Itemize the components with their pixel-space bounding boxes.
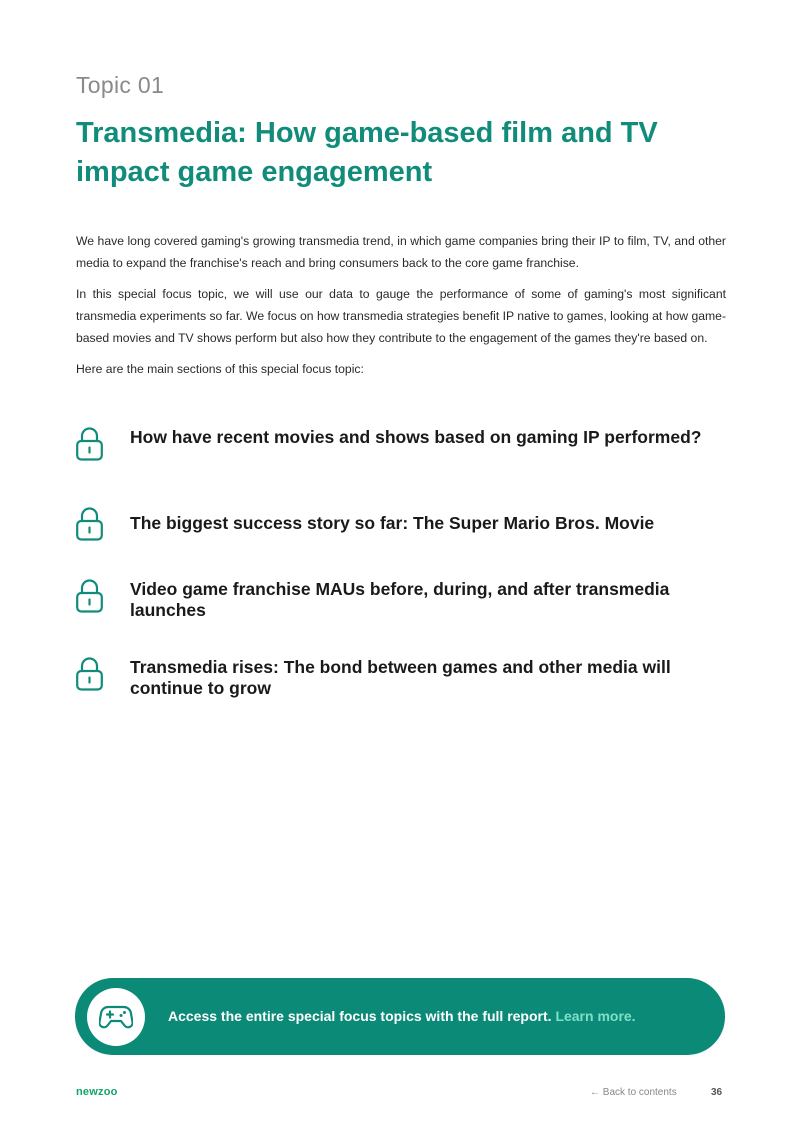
page-number: 36	[711, 1087, 723, 1098]
lock-icon	[76, 657, 103, 691]
section-item-mario-movie[interactable]	[76, 507, 736, 567]
page-title: Transmedia: How game-based film and TV impact game engagement	[76, 117, 658, 188]
learn-more-link[interactable]: Learn more.	[555, 1008, 636, 1024]
full-report-banner[interactable]	[75, 978, 725, 1055]
topic-label: Topic 01	[76, 72, 165, 98]
lock-icon	[76, 507, 103, 541]
lock-icon	[76, 427, 103, 461]
intro-paragraph: Here are the main sections of this special focus topic:	[76, 362, 364, 376]
section-item-franchise-maus[interactable]	[76, 579, 736, 639]
intro-paragraph: In this special focus topic, we will use our data to gauge the performance of some of gaming's most significant transmedia experiments so far. We focus on how transmedia strategies benefit IP native to games, looking at how game-based movies and TV shows perform but also how they contribute to the engagement of the games they're based on.	[76, 287, 726, 345]
section-item-recent-performance[interactable]	[76, 427, 736, 487]
banner-message: Access the entire special focus topics with the full report.	[168, 1008, 552, 1024]
section-item-label: How have recent movies and shows based on gaming IP performed?	[130, 427, 702, 447]
section-item-label: Transmedia rises: The bond between games and other media will continue to grow	[130, 657, 671, 698]
section-item-label: The biggest success story so far: The Super Mario Bros. Movie	[130, 513, 655, 533]
lock-icon	[76, 579, 103, 613]
gamepad-icon	[99, 1003, 133, 1031]
newzoo-logo: newzoo	[76, 1086, 118, 1098]
section-item-transmedia-rises[interactable]	[76, 657, 736, 717]
banner-text	[168, 1008, 636, 1024]
gamepad-icon-badge	[87, 988, 145, 1046]
intro-text	[76, 230, 726, 389]
back-to-contents-link[interactable]: ← Back to contents	[590, 1087, 677, 1098]
section-item-label: Video game franchise MAUs before, during, and after transmedia launches	[130, 579, 670, 620]
intro-paragraph: We have long covered gaming's growing transmedia trend, in which game companies bring their IP to film, TV, and other media to expand the franchise's reach and bring consumers back to the core game franchise.	[76, 234, 726, 270]
